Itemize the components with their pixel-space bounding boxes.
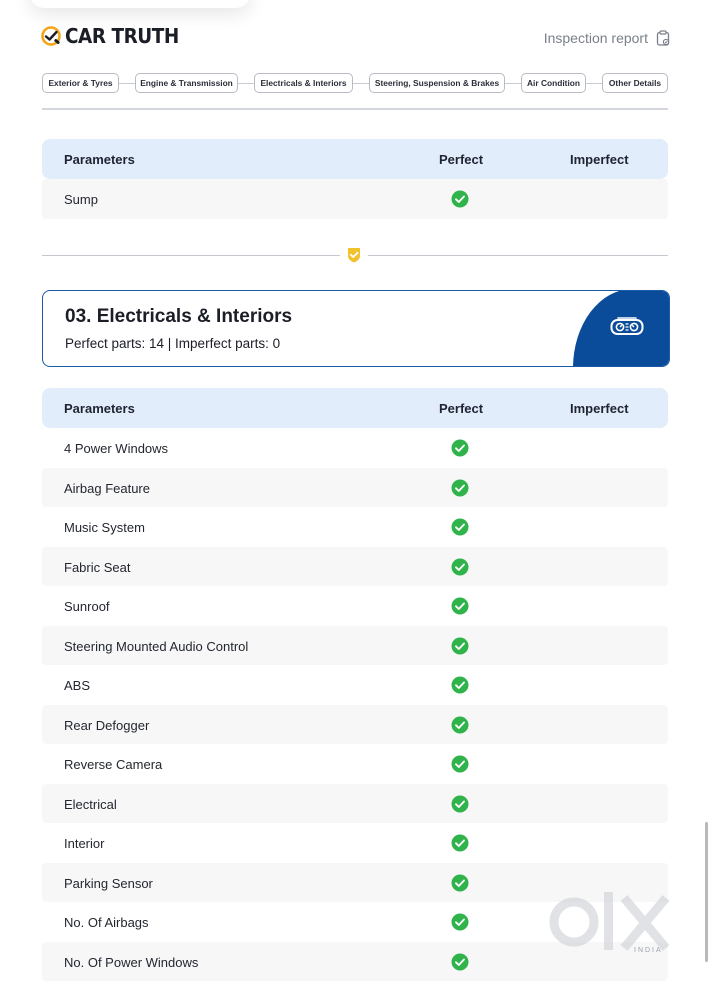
check-circle-icon xyxy=(451,755,469,773)
engine-parameters-table xyxy=(42,139,668,219)
header-parameters: Parameters xyxy=(64,152,135,167)
table-row xyxy=(42,705,668,745)
check-circle-icon xyxy=(451,479,469,497)
row-label: ABS xyxy=(64,678,91,693)
header-parameters: Parameters xyxy=(64,401,135,416)
row-label: No. Of Power Windows xyxy=(64,954,199,970)
table-row xyxy=(42,823,668,863)
tab-engine-transmission[interactable]: Engine & Transmission xyxy=(135,73,238,93)
divider-line-right xyxy=(368,255,668,256)
car-dashboard-icon xyxy=(610,315,644,339)
check-circle-icon xyxy=(451,439,469,457)
header-imperfect: Imperfect xyxy=(570,152,629,167)
header-perfect: Perfect xyxy=(439,401,484,416)
table-row xyxy=(42,744,668,784)
row-label: Airbag Feature xyxy=(64,480,150,496)
table-row xyxy=(42,586,668,626)
section-title: 03. Electricals & Interiors xyxy=(65,306,293,327)
table-row xyxy=(42,507,668,547)
row-label: Interior xyxy=(64,836,105,851)
table-row xyxy=(42,428,668,468)
section-summary: Perfect parts: 14 | Imperfect parts: 0 xyxy=(65,336,281,351)
row-label: Sump xyxy=(64,192,98,207)
check-circle-icon xyxy=(451,795,469,813)
row-label: Electrical xyxy=(64,796,117,812)
row-label: Music System xyxy=(64,520,145,535)
header-perfect: Perfect xyxy=(439,152,484,167)
check-circle-icon xyxy=(451,874,469,892)
inspection-report-link[interactable] xyxy=(544,30,670,46)
tabs-divider xyxy=(42,108,668,110)
section-icon-panel xyxy=(573,290,670,367)
check-circle-icon xyxy=(451,913,469,931)
section-tabs xyxy=(42,73,668,93)
check-circle-icon xyxy=(451,190,469,208)
olx-watermark-logo xyxy=(548,888,678,956)
table-header xyxy=(42,139,668,179)
check-circle-icon xyxy=(451,716,469,734)
shield-check-icon xyxy=(345,246,363,264)
row-label: Fabric Seat xyxy=(64,559,131,575)
brand-logo[interactable] xyxy=(40,24,189,48)
tab-exterior-tyres[interactable]: Exterior & Tyres xyxy=(42,73,119,93)
table-row xyxy=(42,179,668,219)
section-divider xyxy=(42,245,668,265)
table-row xyxy=(42,626,668,666)
tab-air-condition[interactable]: Air Condition xyxy=(521,73,586,93)
table-row xyxy=(42,468,668,508)
tab-other-details[interactable]: Other Details xyxy=(602,73,668,93)
table-row xyxy=(42,665,668,705)
header-imperfect: Imperfect xyxy=(570,401,629,416)
row-label: Rear Defogger xyxy=(64,717,150,733)
divider-line-left xyxy=(42,255,340,256)
clipboard-check-icon xyxy=(656,30,670,46)
section-card-electricals xyxy=(42,290,670,367)
car-truth-logo-icon xyxy=(40,25,62,47)
scrollbar[interactable] xyxy=(705,822,708,962)
row-label: Steering Mounted Audio Control xyxy=(64,638,249,654)
brand-name: CAR TRUTH xyxy=(65,24,179,48)
row-label: 4 Power Windows xyxy=(64,441,169,456)
table-header xyxy=(42,388,668,428)
check-circle-icon xyxy=(451,518,469,536)
top-overlay-shadow xyxy=(30,0,250,8)
row-label: No. Of Airbags xyxy=(64,915,149,930)
check-circle-icon xyxy=(451,597,469,615)
inspection-report-label: Inspection report xyxy=(543,30,648,46)
row-label: Sunroof xyxy=(64,599,110,614)
watermark-text: INDIA xyxy=(634,947,663,954)
check-circle-icon xyxy=(451,676,469,694)
check-circle-icon xyxy=(451,558,469,576)
row-label: Reverse Camera xyxy=(64,757,163,772)
table-row xyxy=(42,784,668,824)
check-circle-icon xyxy=(451,637,469,655)
row-label: Parking Sensor xyxy=(64,875,153,891)
tab-electricals-interiors[interactable]: Electricals & Interiors xyxy=(254,73,353,93)
page-header xyxy=(40,24,670,56)
tab-steering-suspension-brakes[interactable]: Steering, Suspension & Brakes xyxy=(369,73,505,93)
check-circle-icon xyxy=(451,834,469,852)
check-circle-icon xyxy=(451,953,469,971)
table-row xyxy=(42,547,668,587)
